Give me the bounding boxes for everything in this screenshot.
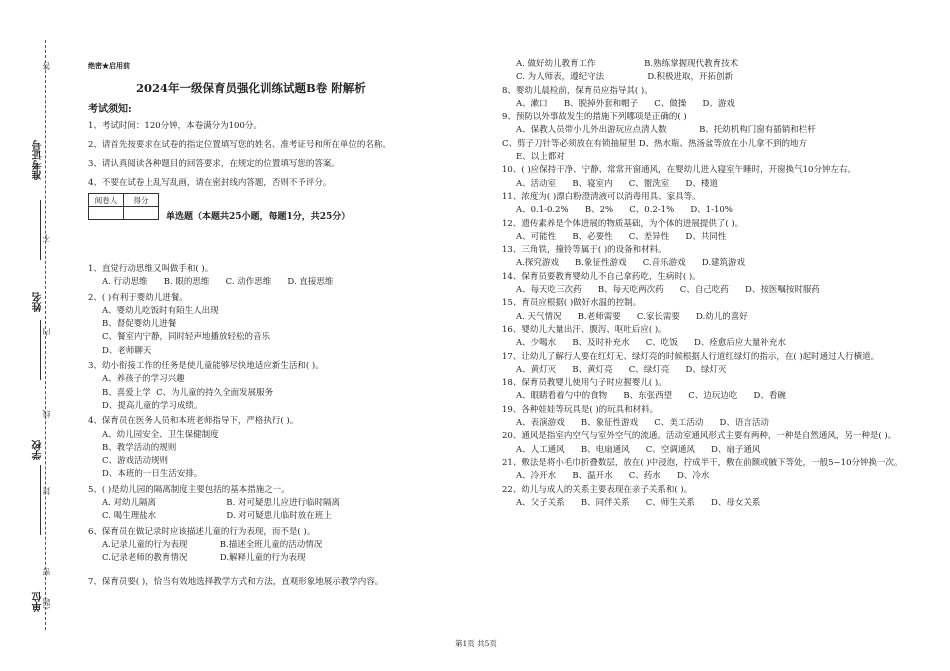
seal-mark-answer: 答 [42,62,51,70]
question-stem: 15、育员应根据( )做好水温的控制。 [502,298,642,309]
answer-options: D、提高儿童的学习成绩。 [102,400,203,411]
answer-options: B、喜爱上学 C、为儿童的持久全面发展服务 [102,387,274,398]
seal-mark-question: (题 [42,598,51,610]
score-cell[interactable] [124,207,159,220]
answer-options: A、冷开水 B、温开水 C、药水 D、冷水 [516,471,710,482]
question-stem: 11、浓度为( )漂白粉澄清液可以消毒用具、家具等。 [502,191,701,202]
school-underline [40,465,41,535]
answer-options: A. 对幼儿隔离 B. 对可疑患儿应进行临时隔离 [102,498,340,509]
answer-options: A、人工通风 B、电扇通风 C、空调通风 D、扇子通风 [516,444,761,455]
question-stem: 17、让幼儿了解行人要在红灯无、绿灯亮的时候根据人行道红绿灯的指示，在( )起时通过人行横道。 [502,351,880,362]
notice-item: 2、请首先按要求在试卷的指定位置填写您的姓名、准考证号和所在单位的名称。 [88,140,391,150]
answer-options: A、表演游戏 B、象征性游戏 C、美工活动 D、语言活动 [516,418,769,429]
exam-number-underline [40,200,41,260]
answer-options: B、督促婴幼儿进餐 [102,319,177,330]
answer-options: A. 天气情况 B.老师需要 C.家长需要 D.幼儿的喜好 [516,311,748,322]
seal-mark-secret: 密 [42,568,51,576]
question-stem: 10、( )应保持干净、宁静、常常开窗通风，在婴幼儿进入寝室午睡时，开窗换气10分钟左右。 [502,165,856,176]
question-stem: 3、幼小衔接工作的任务是使儿童能够尽快地适应新生活和( )。 [88,361,324,372]
page-footer: 第1页 共5页 [455,639,497,648]
answer-options: E、以上都对 [516,152,565,163]
answer-options: D、本班的一日生活安排。 [102,469,203,480]
question-stem: 14、保育员要教育婴幼儿不自己拿药吃，生病时( )。 [502,271,701,282]
answer-options: A、眼睛看着勺中的食物 B、东张西望 C、边玩边吃 D、看碗 [516,391,786,402]
answer-options: C、餐室内宁静，同时轻声地播放轻松的音乐 [102,332,271,343]
answer-options: A、0.1-0.2% B、2% C、0.2-1% D、1-10% [516,205,733,216]
question-stem: 16、婴幼儿大量出汗、腹泻、呕吐后应( )。 [502,324,667,335]
unit-label: 单位 [33,592,44,612]
seal-mark-inside: 内 [42,328,51,336]
school-label: 学校 [33,440,44,460]
seal-mark-not: 不 [42,234,51,242]
answer-options: A、父子关系 B、同伴关系 C、师生关系 D、母女关系 [516,497,761,508]
answer-options: A、养孩子的学习兴趣 [102,374,185,385]
question-stem: 6、保育员在做记录时应该描述儿童的行为表现，而不是( )。 [88,526,316,537]
question-stem: 1、直觉行动思维又叫做手和( )。 [88,264,214,274]
answer-options: A. 行动思维 B. 眼的思维 C. 动作思维 D. 直接思维 [102,277,334,288]
name-label: 姓名 [33,292,44,312]
right-question-column [502,58,912,510]
notice-title: 考试须知: [88,104,132,115]
answer-options: B、教学活动的规则 [102,442,177,453]
score-box [88,193,159,220]
question-stem: 22、幼儿与成人的关系主要表现在亲子关系和( )。 [502,484,693,495]
question-stem: 4、保育员在医务人员和本班老师指导下，严格执行( )。 [88,416,299,427]
answer-options: A.探究游戏 B.象征性游戏 C.音乐游戏 D.建筑游戏 [516,258,746,269]
secret-mark: 绝密★启用前 [88,61,130,70]
answer-options: A、保教人员带小儿外出游玩应点清人数 B、托幼机构门窗有插销和栏杆 [516,125,816,136]
question-stem: C、剪子刀针等必须放在有锁抽屉里 D、热水瓶、热汤盆等放在小儿拿不到的地方 [502,138,808,149]
page-title: 2024年一级保育员强化训练试题B卷 附解析 [136,81,366,95]
answer-options: D、老师聊天 [102,345,152,356]
question-stem: 7、保育员要( )，恰当有效地选择教学方式和方法，直观形象地展示教学内容。 [88,576,384,587]
answer-options: A、少喝水 B、及时补充水 C、吃饭 D、痊愈后应大量补充水 [516,338,786,349]
question-stem: 20、通风是指室内空气与室外空气的流通。活动室通风形式主要有两种，一种是自然通风，另一种是( )。 [502,431,897,442]
question-stem: 9、预防以外事故发生的措施下列哪项是正确的( ) [502,112,687,123]
score-label: 得分 [124,194,159,207]
question-stem: 18、保育员教婴儿使用勺子时应握婴儿( )。 [502,378,667,389]
answer-options: C、游戏活动规则 [102,456,169,467]
question-stem: 13、三角铁，撞铃等属于( )的设备和材料。 [502,245,667,256]
answer-options: A、幼儿园安全、卫生保健制度 [102,429,219,440]
seal-mark-line: 线 [42,410,51,418]
question-stem: 8、婴幼儿晨检前，保育员应指导其( )。 [502,85,653,96]
question-stem: 5、( )是幼儿园的隔离制度主要包括的基本措施之一。 [88,484,290,495]
notice-item: 4、不要在试卷上乱写乱画，请在密封线内答题，否则不予评分。 [88,178,332,188]
seal-mark-seal: 封 [42,487,51,495]
answer-options: A、婴幼儿吃饭时有陌生人出现 [102,305,219,316]
answer-options: A.记录儿童的行为表现 B.描述全班儿童的活动情况 [102,539,323,550]
answer-options: A、漱口 B、脱掉外套和帽子 C、做操 D、游戏 [516,98,735,109]
notice-item: 3、请认真阅读各种题目的回答要求，在规定的位置填写您的答案。 [88,159,340,169]
answer-options: C.记录老师的教育情况 D.解释儿童的行为表现 [102,553,306,564]
answer-options: A、可能性 B、必要性 C、差异性 D、共同性 [516,231,727,242]
answer-options: C. 为人师表，遵纪守法 D.积极进取，开拓创新 [516,72,734,83]
question-stem: 21、敷法是将小毛巾折叠数层，放在( )中浸泡，拧成半干，敷在前额或腋下等处，一般5~10分钟换一次。 [502,457,903,468]
question-stem: 12、遗传素养是个体进展的物质基础，为个体的进展提供了( )。 [502,218,744,229]
answer-options: A、每天吃三次药 B、每天吃两次药 C、自己吃药 D、按医嘱按时服药 [516,285,820,296]
question-stem: 19、各种娃娃等玩具是( )的玩具和材料。 [502,404,659,415]
section-heading: 单选题（本题共25小题，每题1分，共25分） [166,212,351,222]
answer-options: A、活动室 B、寝室内 C、盥洗室 D、楼道 [516,178,718,189]
answer-options: A. 做好幼儿教育工作 B.熟练掌握现代教育技术 [516,59,739,69]
answer-options: A、黄灯灭 B、黄灯亮 C、绿灯亮 D、绿灯灭 [516,364,727,375]
grader-cell[interactable] [89,207,124,220]
answer-options: C. 喝生理盐水 D. 对可疑患儿临时放在班上 [102,511,332,522]
left-question-column [88,263,463,589]
exam-number-label: 准考证号 [33,140,44,180]
grader-label: 阅卷人 [89,194,124,207]
question-stem: 2、( )有利于婴幼儿进餐。 [88,292,188,303]
notice-item: 1、考试时间：120分钟，本卷满分为100分。 [88,121,262,131]
